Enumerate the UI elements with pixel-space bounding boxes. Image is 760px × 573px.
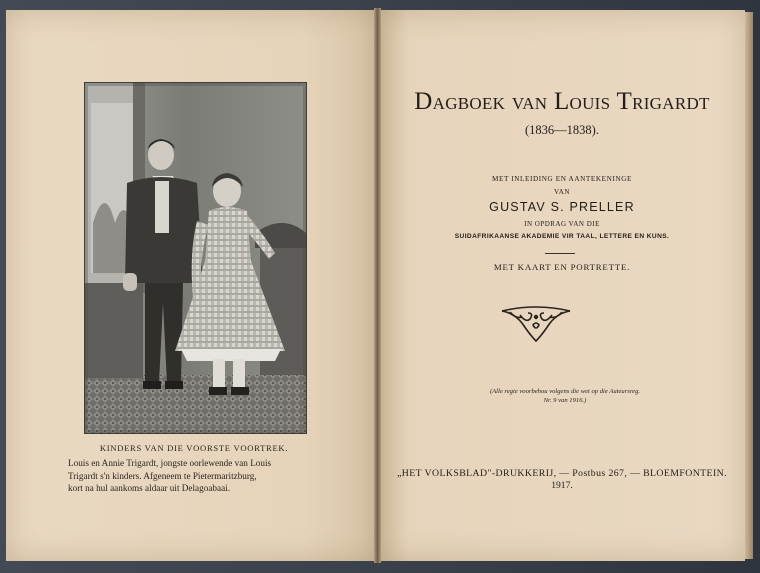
photo-caption-title: KINDERS VAN DIE VOORSTE VOORTREK.: [99, 443, 289, 453]
caption-line: kort na hul aankoms aldaar uit Delagoabaai.: [68, 483, 230, 494]
academy-name: SUIDAFRIKAANSE AKADEMIE VIR TAAL, LETTERE EN KUNS.: [454, 233, 670, 240]
page-edge: [745, 12, 753, 559]
copyright-line: Nr. 9 van 1916.): [543, 397, 587, 404]
publication-year: 1917.: [551, 480, 573, 491]
caption-line: Trigardt s'n kinders. Afgeneem te Pietermaritzburg,: [68, 470, 257, 481]
title-letter: T: [616, 88, 633, 115]
title-years: (1836—1838).: [525, 123, 599, 137]
photo-caption-body: [68, 457, 322, 495]
title-part: AGBOEK: [432, 94, 506, 113]
printer-line: „HET VOLKSBLAD"-DRUKKERIJ, — Postbus 267, — BLOEMFONTEIN.: [397, 468, 727, 479]
author-name: GUSTAV S. PRELLER: [489, 200, 635, 214]
title-letter: D: [414, 88, 433, 115]
title-letter: L: [553, 88, 570, 115]
title-part: OUIS: [569, 94, 611, 113]
title-part: RIGARDT: [632, 94, 710, 113]
photo-illustration: [85, 83, 306, 433]
intro-line: MET INLEIDING EN AANTEKENINGE: [491, 175, 633, 183]
printer-ornament-icon: [500, 301, 572, 343]
copyright-notice: [430, 387, 700, 405]
book-title: [379, 88, 745, 116]
by-line: VAN: [553, 188, 571, 196]
copyright-line: (Alle regte voorbehou volgens die wet op die Auteursreg.: [489, 388, 641, 395]
title-rule: [545, 253, 575, 254]
caption-line: Louis en Annie Trigardt, jongste oorlewende van Louis: [68, 458, 272, 468]
maps-portraits-line: MET KAART EN PORTRETTE.: [493, 262, 631, 272]
commission-line: IN OPDRAG VAN DIE: [524, 220, 600, 228]
portrait-photograph: [84, 82, 307, 434]
title-part: VAN: [511, 94, 548, 113]
